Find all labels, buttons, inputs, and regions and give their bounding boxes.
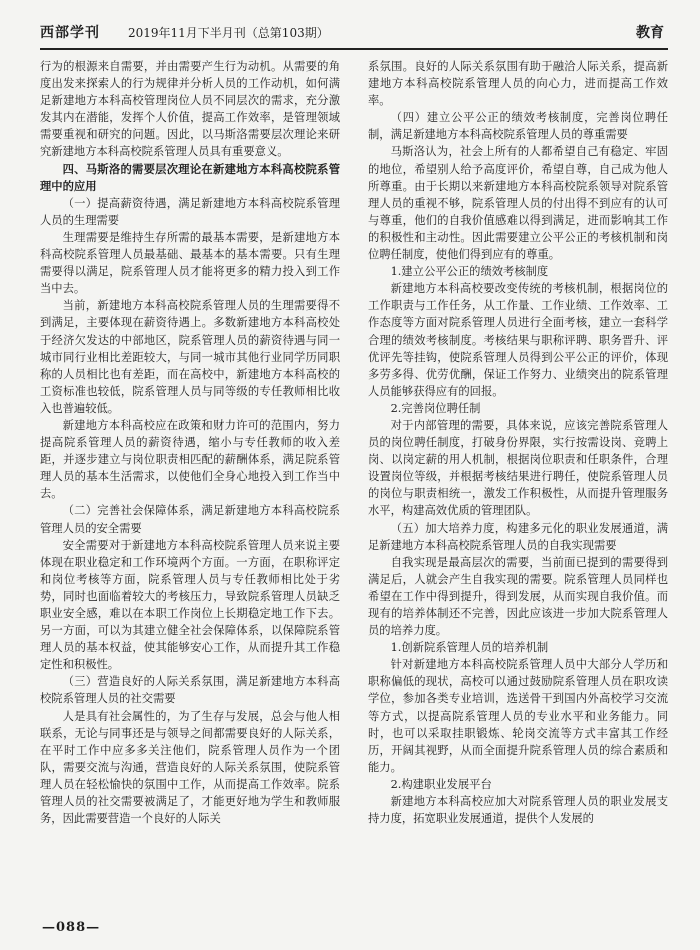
paragraph: 当前，新建地方本科高校院系管理人员的生理需要得不到满足，主要体现在薪资待遇上。多数新建地方本科高校处于经济欠发达的中部地区，院系管理人员的薪资待遇与同一城市同行业相比差距较大，与同一城市其他行业同学历同职称的人员相比也有差距，而在高校中，新建地方本科高校的工资标准也较低，院系管理人员与同等级的专任教师相比收入也普遍较低。 [40, 299, 340, 415]
paragraph: 行为的根源来自需要，并由需要产生行为动机。从需要的角度出发来探索人的行为规律并分析人员的工作动机，如何满足新建地方本科高校管理岗位人员不同层次的需求，充分激发其内在潜能，发挥个人价值，提高工作效率，是管理领域需要重视和研究的问题。因此，以马斯洛需要层次理论来研究新建地方本科高校院系管理人员具有重要意义。 [40, 60, 340, 159]
paragraph: 马斯洛认为，社会上所有的人都希望自己有稳定、牢固的地位，希望别人给予高度评价，希望自尊，自己成为他人所尊重。由于长期以来新建地方本科高校院系领导对院系管理人员的重视不够，院系管理人员的付出得不到应有的认可与尊重，他们的自我价值感难以得到满足，进而影响其工作的积极性和主动性。因此需要建立公平公正的考核机制和岗位聘任制度，使他们得到应有的尊重。 [368, 145, 668, 262]
subsection-heading: （一）提高薪资待遇，满足新建地方本科高校院系管理人员的生理需要 [40, 196, 340, 227]
paragraph: 自我实现是最高层次的需要，当前面已提到的需要得到满足后，人就会产生自我实现的需要。院系管理人员同样也希望在工作中得到提升，得到发展，从而实现自我价值。而现有的培养体制还不完善，因此应该进一步加大院系管理人员的培养力度。 [368, 555, 668, 638]
numbered-heading: 2.构建职业发展平台 [390, 777, 492, 791]
subsection-heading: （二）完善社会保障体系，满足新建地方本科高校院系管理人员的安全需要 [40, 504, 340, 535]
paragraph: 安全需要对于新建地方本科高校院系管理人员来说主要体现在职业稳定和工作环境两个方面。一方面，在职称评定和岗位考核等方面，院系管理人员与专任教师相比处于劣势，同时也面临着较大的考核压力，导致院系管理人员缺乏职业安全感，难以在本职工作岗位上长期稳定地工作下去。另一方面，可以为其建立健全社会保障体系，以保障院系管理人员的基本权益，使其能够安心工作，从而提升其工作稳定性和积极性。 [40, 538, 340, 672]
numbered-heading: 1.创新院系管理人员的培养机制 [390, 641, 549, 655]
paragraph: 新建地方本科高校要改变传统的考核机制，根据岗位的工作职责与工作任务，从工作量、工作业绩、工作效率、工作态度等方面对院系管理人员进行全面考核，建立一套科学合理的绩效考核制度。考核结果与职称评聘、职务晋升、评优评先等挂钩，使院系管理人员得到公平公正的评价，体现多劳多得、优劳优酬，保证工作努力、业绩突出的院系管理人员能够获得应有的回报。 [368, 282, 668, 398]
right-column [368, 58, 668, 827]
subsection-heading: （四）建立公平公正的绩效考核制度，完善岗位聘任制，满足新建地方本科高校院系管理人员的尊重需要 [368, 111, 668, 142]
numbered-heading: 1.建立公平公正的绩效考核制度 [390, 265, 549, 279]
subsection-heading: （三）营造良好的人际关系氛围，满足新建地方本科高校院系管理人员的社交需要 [40, 675, 340, 706]
left-column [40, 58, 340, 827]
issue-info: 2019年11月下半月刊（总第103期） [128, 26, 329, 40]
numbered-heading: 2.完善岗位聘任制 [390, 401, 481, 415]
paragraph: 新建地方本科高校应在政策和财力许可的范围内，努力提高院系管理人员的薪资待遇，缩小与专任教师的收入差距，并逐步建立与岗位职责相匹配的薪酬体系，满足院系管理人员的基本生活需求，以使他们全身心地投入到工作当中去。 [40, 418, 340, 501]
paragraph: 生理需要是维持生存所需的最基本需要，是新建地方本科高校院系管理人员最基础、最基本的基本需要。只有生理需要得以满足，院系管理人员才能将更多的精力投入到工作当中去。 [40, 230, 340, 296]
page-number: —088— [42, 920, 101, 935]
page-header [40, 12, 668, 50]
paragraph: 人是具有社会属性的，为了生存与发展，总会与他人相联系，无论与同事还是与领导之间都需要良好的人际关系，在平时工作中应多多关注他们，院系管理人员作为一个团队，需要交流与沟通，营造良好的人际关系氛围，使院系管理人员在轻松愉快的氛围中工作，从而提高工作效率。院系管理人员的社交需要被满足了，才能更好地为学生和教师服务，因此需要营造一个良好的人际关 [40, 709, 340, 826]
paragraph: 对于内部管理的需要，具体来说，应该完善院系管理人员的岗位聘任制度，打破身份界限，实行按需设岗、竞聘上岗、以岗定薪的用人机制，根据岗位职责和任职条件，合理设置岗位等级，并根据考核结果进行聘任，使院系管理人员的岗位与职责相统一，激发工作积极性，从而提升管理服务水平，构建高效优质的管理团队。 [368, 418, 668, 518]
journal-title: 西部学刊 [40, 25, 100, 41]
paragraph: 针对新建地方本科高校院系管理人员中大部分人学历和职称偏低的现状，高校可以通过鼓励院系管理人员在职攻读学位，参加各类专业培训，选送骨干到国内外高校学习交流等方式，以提高院系管理人员的专业水平和业务能力。同时，也可以采取挂职锻炼、轮岗交流等方式丰富其工作经历，开阔其视野，从而全面提升院系管理人员的综合素质和能力。 [368, 658, 668, 774]
subsection-heading: （五）加大培养力度，构建多元化的职业发展通道，满足新建地方本科高校院系管理人员的自我实现需要 [368, 521, 668, 552]
paragraph: 新建地方本科高校应加大对院系管理人员的职业发展支持力度，拓宽职业发展通道，提供个人发展的 [368, 795, 668, 826]
section-heading: 四、马斯洛的需要层次理论在新建地方本科高校院系管理中的应用 [40, 161, 340, 193]
paragraph: 系氛围。良好的人际关系氛围有助于融洽人际关系，提高新建地方本科高校院系管理人员的向心力，进而提高工作效率。 [368, 60, 668, 108]
section-label: 教育 [636, 25, 664, 41]
